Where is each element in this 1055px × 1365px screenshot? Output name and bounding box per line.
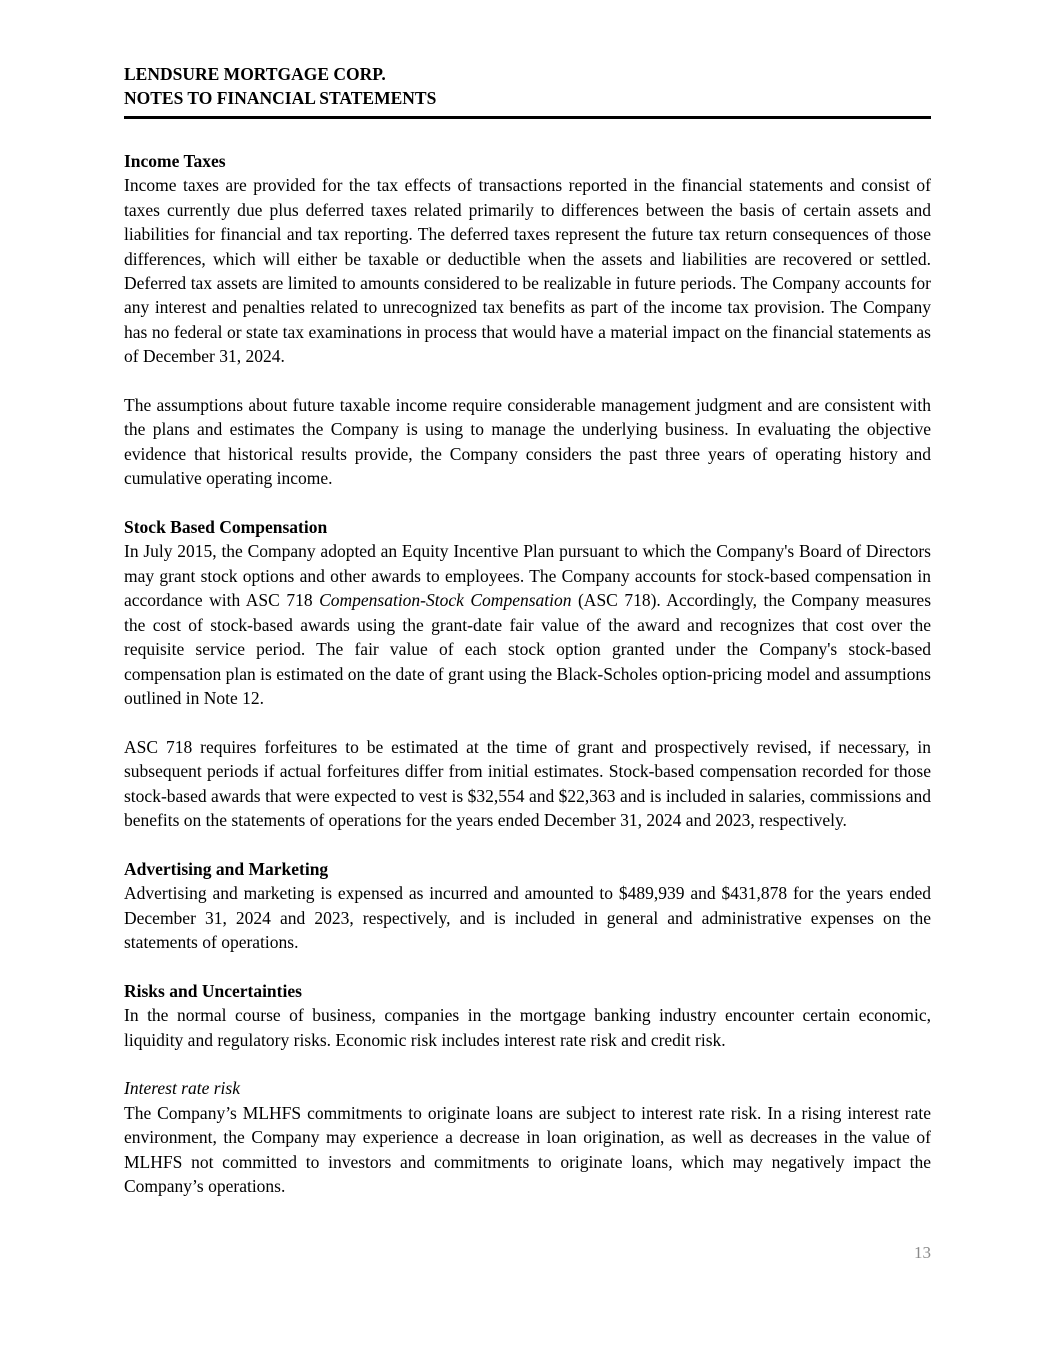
stock-comp-text-b: (ASC 718). Accordingly, the Company measures the cost of stock-based awards using the grant-date fair value of the award and recognizes that cost over the requisite service period. The fair value of each stock option granted under the Company's stock-based compensation plan is estimated on the date of grant using the Black-Scholes option-pricing model and assumptions outlined in Note 12.: [124, 590, 932, 708]
company-name: LENDSURE MORTGAGE CORP.: [124, 64, 386, 84]
income-taxes-paragraph-2: The assumptions about future taxable income require considerable management judgment and are consistent with the plans and estimates the Company is using to manage the underlying business. In evaluating the objective evidence that historical results provide, the Company considers the past three years of operating history and cumulative operating income.: [124, 395, 931, 489]
page-number: 13: [914, 1243, 931, 1262]
header-rule: [124, 116, 931, 119]
document-header: [124, 62, 931, 119]
section-advertising-marketing: [124, 857, 931, 955]
advertising-paragraph: Advertising and marketing is expensed as incurred and amounted to $489,939 and $431,878 for the years ended December 31, 2024 and 2023, respectively, and is included in general and administrative expenses on the statements of operations.: [124, 883, 931, 952]
document-title: NOTES TO FINANCIAL STATEMENTS: [124, 88, 437, 108]
section-title-income-taxes: Income Taxes: [124, 151, 226, 171]
stock-comp-paragraph-1: [124, 539, 931, 710]
section-title-risks: Risks and Uncertainties: [124, 980, 302, 1001]
section-title-advertising: Advertising and Marketing: [124, 858, 329, 879]
interest-rate-risk-paragraph: The Company’s MLHFS commitments to originate loans are subject to interest rate risk. In a rising interest rate environment, the Company may experience a decrease in loan origination, as well as decreases in the value of MLHFS not committed to investors and commitments to originate loans, which may negatively impact the Company’s operations.: [124, 1102, 931, 1196]
stock-comp-standard-name: Compensation-Stock Compensation: [319, 590, 572, 611]
section-stock-based-compensation: [124, 515, 931, 832]
subsection-title-interest-rate-risk: Interest rate risk: [124, 1078, 240, 1099]
risks-paragraph: In the normal course of business, companies in the mortgage banking industry encounter certain economic, liquidity and regulatory risks. Economic risk includes interest rate risk and credit risk.: [124, 1005, 931, 1050]
section-title-stock-comp: Stock Based Compensation: [124, 517, 328, 538]
stock-comp-text-a: In July 2015, the Company adopted an Equity Incentive Plan pursuant to which the Company's Board of Directors may grant stock options and other awards to employees. The Company accounts for stock-based compensation in accordance with ASC 718: [124, 541, 931, 611]
income-taxes-paragraph-1: Income taxes are provided for the tax effects of transactions reported in the financial statements and consist of taxes currently due plus deferred taxes related primarily to differences between the basis of certain assets and liabilities for financial and tax reporting. The deferred taxes represent the future tax return consequences of those differences, which will either be taxable or deductible when the assets and liabilities are recovered or settled. Deferred tax assets are limited to amounts considered to be realizable in future periods. The Company accounts for any interest and penalties related to unrecognized tax benefits as part of the income tax provision. The Company has no federal or state tax examinations in process that would have a material impact on the financial statements as of December 31, 2024.: [124, 175, 931, 367]
section-income-taxes: [124, 149, 931, 491]
document-page: [124, 62, 931, 1198]
section-risks-uncertainties: [124, 979, 931, 1199]
stock-comp-paragraph-2: ASC 718 requires forfeitures to be estimated at the time of grant and prospectively revised, if necessary, in subsequent periods if actual forfeitures differ from initial estimates. Stock-based compensation recorded for those stock-based awards that were expected to vest is $32,554 and $22,363 and is included in salaries, commissions and benefits on the statements of operations for the years ended December 31, 2024 and 2023, respectively.: [124, 736, 931, 830]
